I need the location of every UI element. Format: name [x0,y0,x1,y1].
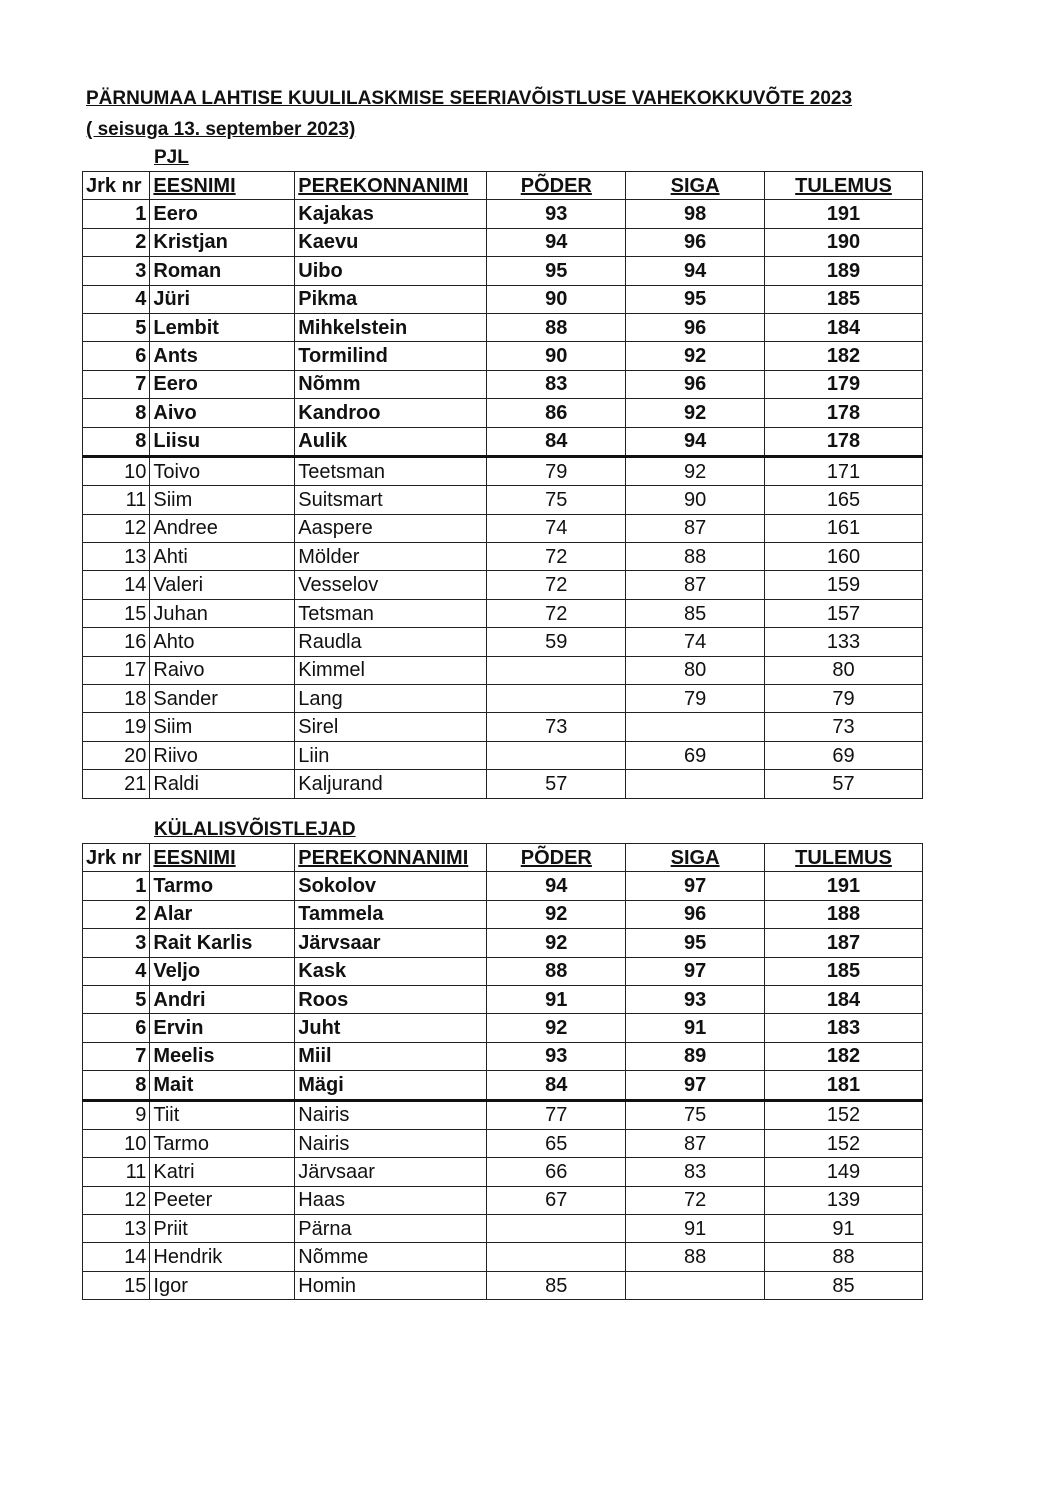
cell-poder: 92 [487,929,626,957]
cell-perekonnanimi: Tormilind [295,342,487,370]
cell-poder: 65 [487,1129,626,1157]
cell-siga [626,1271,765,1299]
column-header-tulemus: TULEMUS [765,172,923,200]
table-row [83,370,923,398]
cell-siga: 91 [626,1014,765,1042]
results-body-kulalisvoistlejad [83,872,923,1300]
table-row [83,285,923,313]
table-row [83,1243,923,1271]
table-row [83,1271,923,1299]
cell-poder: 75 [487,486,626,514]
cell-tulemus: 85 [765,1271,923,1299]
document-subtitle: ( seisuga 13. september 2023) [86,119,356,140]
table-row [83,257,923,285]
column-header-poder: PÕDER [487,172,626,200]
cell-eesnimi: Kristjan [150,228,295,256]
cell-siga [626,770,765,798]
column-header-jrk-nr: Jrk nr [83,844,150,872]
cell-tulemus: 159 [765,571,923,599]
table-row [83,1042,923,1070]
cell-jrk-nr: 13 [83,543,150,571]
cell-tulemus: 157 [765,599,923,627]
table-row [83,713,923,741]
cell-siga: 88 [626,1243,765,1271]
cell-perekonnanimi: Suitsmart [295,486,487,514]
cell-perekonnanimi: Juht [295,1014,487,1042]
cell-perekonnanimi: Haas [295,1186,487,1214]
cell-jrk-nr: 8 [83,427,150,456]
cell-jrk-nr: 8 [83,1071,150,1100]
cell-siga: 80 [626,656,765,684]
cell-jrk-nr: 12 [83,1186,150,1214]
cell-jrk-nr: 21 [83,770,150,798]
cell-perekonnanimi: Järvsaar [295,929,487,957]
cell-siga: 88 [626,543,765,571]
cell-siga [626,713,765,741]
cell-tulemus: 69 [765,741,923,769]
column-header-perekonnanimi: PEREKONNANIMI [295,844,487,872]
table-row [83,1186,923,1214]
cell-jrk-nr: 1 [83,200,150,228]
cell-tulemus: 149 [765,1158,923,1186]
cell-perekonnanimi: Kaljurand [295,770,487,798]
cell-jrk-nr: 15 [83,1271,150,1299]
cell-siga: 98 [626,200,765,228]
cell-siga: 92 [626,456,765,485]
cell-siga: 87 [626,571,765,599]
cell-poder: 92 [487,1014,626,1042]
cell-siga: 72 [626,1186,765,1214]
cell-poder: 66 [487,1158,626,1186]
cell-perekonnanimi: Mägi [295,1071,487,1100]
cell-poder: 83 [487,370,626,398]
table-row [83,399,923,427]
table-row [83,599,923,627]
cell-eesnimi: Meelis [150,1042,295,1070]
column-header-siga: SIGA [626,844,765,872]
cell-eesnimi: Veljo [150,957,295,985]
cell-poder: 59 [487,628,626,656]
cell-eesnimi: Ahto [150,628,295,656]
cell-poder: 72 [487,571,626,599]
cell-eesnimi: Priit [150,1215,295,1243]
results-table-kulalisvoistlejad [82,843,923,1300]
cell-jrk-nr: 3 [83,929,150,957]
cell-poder: 94 [487,872,626,900]
cell-jrk-nr: 10 [83,456,150,485]
cell-perekonnanimi: Nairis [295,1100,487,1129]
cell-tulemus: 88 [765,1243,923,1271]
cell-jrk-nr: 18 [83,685,150,713]
results-table-pjl [82,171,923,799]
cell-eesnimi: Mait [150,1071,295,1100]
cell-tulemus: 178 [765,399,923,427]
cell-poder [487,685,626,713]
cell-poder [487,656,626,684]
table-row [83,200,923,228]
table-row [83,313,923,341]
cell-perekonnanimi: Nairis [295,1129,487,1157]
cell-siga: 95 [626,285,765,313]
cell-perekonnanimi: Kask [295,957,487,985]
cell-tulemus: 184 [765,313,923,341]
cell-tulemus: 165 [765,486,923,514]
cell-poder: 67 [487,1186,626,1214]
column-header-siga: SIGA [626,172,765,200]
table-row [83,685,923,713]
cell-eesnimi: Eero [150,370,295,398]
cell-siga: 96 [626,900,765,928]
cell-eesnimi: Raivo [150,656,295,684]
cell-perekonnanimi: Tetsman [295,599,487,627]
cell-jrk-nr: 8 [83,399,150,427]
cell-perekonnanimi: Tammela [295,900,487,928]
table-row [83,1071,923,1100]
column-header-eesnimi: EESNIMI [150,172,295,200]
cell-eesnimi: Aivo [150,399,295,427]
cell-siga: 74 [626,628,765,656]
cell-tulemus: 80 [765,656,923,684]
table-row [83,342,923,370]
cell-tulemus: 181 [765,1071,923,1100]
cell-siga: 97 [626,1071,765,1100]
cell-perekonnanimi: Mölder [295,543,487,571]
cell-eesnimi: Valeri [150,571,295,599]
cell-siga: 69 [626,741,765,769]
cell-tulemus: 179 [765,370,923,398]
cell-eesnimi: Igor [150,1271,295,1299]
cell-poder: 94 [487,228,626,256]
cell-siga: 87 [626,514,765,542]
cell-perekonnanimi: Pärna [295,1215,487,1243]
cell-tulemus: 182 [765,342,923,370]
cell-jrk-nr: 4 [83,957,150,985]
cell-siga: 94 [626,257,765,285]
cell-poder: 84 [487,1071,626,1100]
cell-tulemus: 178 [765,427,923,456]
cell-siga: 95 [626,929,765,957]
cell-eesnimi: Hendrik [150,1243,295,1271]
column-header-tulemus: TULEMUS [765,844,923,872]
table-row [83,543,923,571]
column-header-jrk-nr: Jrk nr [83,172,150,200]
cell-tulemus: 152 [765,1129,923,1157]
cell-eesnimi: Riivo [150,741,295,769]
cell-perekonnanimi: Lang [295,685,487,713]
table-row [83,900,923,928]
cell-eesnimi: Raldi [150,770,295,798]
table-row [83,985,923,1013]
cell-eesnimi: Peeter [150,1186,295,1214]
cell-jrk-nr: 11 [83,486,150,514]
cell-poder: 85 [487,1271,626,1299]
cell-siga: 83 [626,1158,765,1186]
cell-perekonnanimi: Aaspere [295,514,487,542]
cell-siga: 90 [626,486,765,514]
cell-eesnimi: Liisu [150,427,295,456]
cell-eesnimi: Ants [150,342,295,370]
cell-poder: 72 [487,543,626,571]
cell-tulemus: 187 [765,929,923,957]
results-body-pjl [83,200,923,798]
cell-eesnimi: Juhan [150,599,295,627]
cell-eesnimi: Siim [150,713,295,741]
cell-poder: 95 [487,257,626,285]
cell-tulemus: 182 [765,1042,923,1070]
cell-poder: 72 [487,599,626,627]
cell-eesnimi: Tarmo [150,1129,295,1157]
cell-jrk-nr: 14 [83,571,150,599]
table-row [83,1215,923,1243]
table-row [83,1100,923,1129]
table-row [83,514,923,542]
document-title: PÄRNUMAA LAHTISE KUULILASKMISE SEERIAVÕISTLUSE VAHEKOKKUVÕTE 2023 [86,88,853,109]
cell-eesnimi: Lembit [150,313,295,341]
cell-tulemus: 133 [765,628,923,656]
table-row [83,957,923,985]
cell-siga: 97 [626,957,765,985]
cell-siga: 96 [626,370,765,398]
cell-tulemus: 171 [765,456,923,485]
table-header-row [83,172,923,200]
cell-jrk-nr: 3 [83,257,150,285]
cell-jrk-nr: 7 [83,370,150,398]
cell-tulemus: 139 [765,1186,923,1214]
cell-siga: 97 [626,872,765,900]
cell-tulemus: 152 [765,1100,923,1129]
cell-tulemus: 190 [765,228,923,256]
section-label-kulalisvoistlejad: KÜLALISVÕISTLEJAD [154,819,356,840]
cell-perekonnanimi: Vesselov [295,571,487,599]
cell-perekonnanimi: Kajakas [295,200,487,228]
cell-poder: 88 [487,313,626,341]
cell-jrk-nr: 14 [83,1243,150,1271]
cell-poder: 90 [487,285,626,313]
cell-perekonnanimi: Järvsaar [295,1158,487,1186]
cell-eesnimi: Andri [150,985,295,1013]
column-header-eesnimi: EESNIMI [150,844,295,872]
table-row [83,1129,923,1157]
cell-siga: 79 [626,685,765,713]
cell-poder: 74 [487,514,626,542]
cell-poder: 79 [487,456,626,485]
table-row [83,486,923,514]
cell-jrk-nr: 7 [83,1042,150,1070]
table-row [83,741,923,769]
cell-eesnimi: Sander [150,685,295,713]
cell-tulemus: 161 [765,514,923,542]
cell-tulemus: 185 [765,957,923,985]
cell-perekonnanimi: Nõmm [295,370,487,398]
cell-poder: 77 [487,1100,626,1129]
cell-poder: 90 [487,342,626,370]
cell-jrk-nr: 2 [83,900,150,928]
cell-perekonnanimi: Sirel [295,713,487,741]
cell-jrk-nr: 5 [83,313,150,341]
cell-tulemus: 183 [765,1014,923,1042]
cell-jrk-nr: 17 [83,656,150,684]
cell-eesnimi: Alar [150,900,295,928]
cell-poder: 92 [487,900,626,928]
table-row [83,770,923,798]
cell-perekonnanimi: Kandroo [295,399,487,427]
cell-perekonnanimi: Raudla [295,628,487,656]
cell-jrk-nr: 20 [83,741,150,769]
cell-jrk-nr: 9 [83,1100,150,1129]
cell-tulemus: 189 [765,257,923,285]
cell-tulemus: 73 [765,713,923,741]
cell-siga: 93 [626,985,765,1013]
cell-jrk-nr: 1 [83,872,150,900]
cell-jrk-nr: 16 [83,628,150,656]
cell-eesnimi: Andree [150,514,295,542]
cell-poder: 73 [487,713,626,741]
cell-perekonnanimi: Kaevu [295,228,487,256]
section-label-pjl: PJL [154,147,189,168]
cell-eesnimi: Ervin [150,1014,295,1042]
cell-jrk-nr: 11 [83,1158,150,1186]
table-row [83,628,923,656]
table-row [83,929,923,957]
table-row [83,872,923,900]
cell-eesnimi: Tiit [150,1100,295,1129]
cell-poder: 86 [487,399,626,427]
cell-perekonnanimi: Aulik [295,427,487,456]
cell-eesnimi: Jüri [150,285,295,313]
cell-perekonnanimi: Mihkelstein [295,313,487,341]
cell-poder: 84 [487,427,626,456]
cell-poder: 93 [487,200,626,228]
cell-poder: 93 [487,1042,626,1070]
cell-jrk-nr: 6 [83,342,150,370]
cell-tulemus: 160 [765,543,923,571]
cell-siga: 96 [626,313,765,341]
cell-tulemus: 188 [765,900,923,928]
cell-tulemus: 191 [765,872,923,900]
cell-siga: 92 [626,342,765,370]
cell-perekonnanimi: Sokolov [295,872,487,900]
cell-jrk-nr: 4 [83,285,150,313]
table-row [83,1158,923,1186]
cell-tulemus: 91 [765,1215,923,1243]
table-row [83,656,923,684]
cell-eesnimi: Siim [150,486,295,514]
cell-siga: 96 [626,228,765,256]
cell-siga: 87 [626,1129,765,1157]
cell-jrk-nr: 6 [83,1014,150,1042]
cell-eesnimi: Eero [150,200,295,228]
cell-jrk-nr: 13 [83,1215,150,1243]
cell-eesnimi: Rait Karlis [150,929,295,957]
column-header-poder: PÕDER [487,844,626,872]
cell-perekonnanimi: Miil [295,1042,487,1070]
table-row [83,456,923,485]
table-header-row [83,844,923,872]
cell-siga: 85 [626,599,765,627]
cell-perekonnanimi: Kimmel [295,656,487,684]
cell-tulemus: 185 [765,285,923,313]
cell-perekonnanimi: Uibo [295,257,487,285]
column-header-perekonnanimi: PEREKONNANIMI [295,172,487,200]
cell-eesnimi: Roman [150,257,295,285]
cell-eesnimi: Tarmo [150,872,295,900]
table-row [83,228,923,256]
cell-siga: 89 [626,1042,765,1070]
cell-jrk-nr: 2 [83,228,150,256]
cell-siga: 91 [626,1215,765,1243]
cell-jrk-nr: 12 [83,514,150,542]
cell-poder [487,1215,626,1243]
cell-eesnimi: Ahti [150,543,295,571]
cell-jrk-nr: 19 [83,713,150,741]
cell-poder [487,741,626,769]
table-row [83,427,923,456]
cell-siga: 92 [626,399,765,427]
cell-poder: 57 [487,770,626,798]
cell-jrk-nr: 10 [83,1129,150,1157]
cell-perekonnanimi: Teetsman [295,456,487,485]
cell-poder: 91 [487,985,626,1013]
cell-perekonnanimi: Nõmme [295,1243,487,1271]
cell-poder: 88 [487,957,626,985]
cell-tulemus: 184 [765,985,923,1013]
table-row [83,571,923,599]
cell-jrk-nr: 15 [83,599,150,627]
cell-tulemus: 79 [765,685,923,713]
table-row [83,1014,923,1042]
cell-eesnimi: Toivo [150,456,295,485]
cell-siga: 75 [626,1100,765,1129]
cell-tulemus: 57 [765,770,923,798]
cell-perekonnanimi: Homin [295,1271,487,1299]
cell-perekonnanimi: Pikma [295,285,487,313]
cell-jrk-nr: 5 [83,985,150,1013]
cell-perekonnanimi: Liin [295,741,487,769]
cell-poder [487,1243,626,1271]
cell-perekonnanimi: Roos [295,985,487,1013]
cell-siga: 94 [626,427,765,456]
cell-tulemus: 191 [765,200,923,228]
cell-eesnimi: Katri [150,1158,295,1186]
